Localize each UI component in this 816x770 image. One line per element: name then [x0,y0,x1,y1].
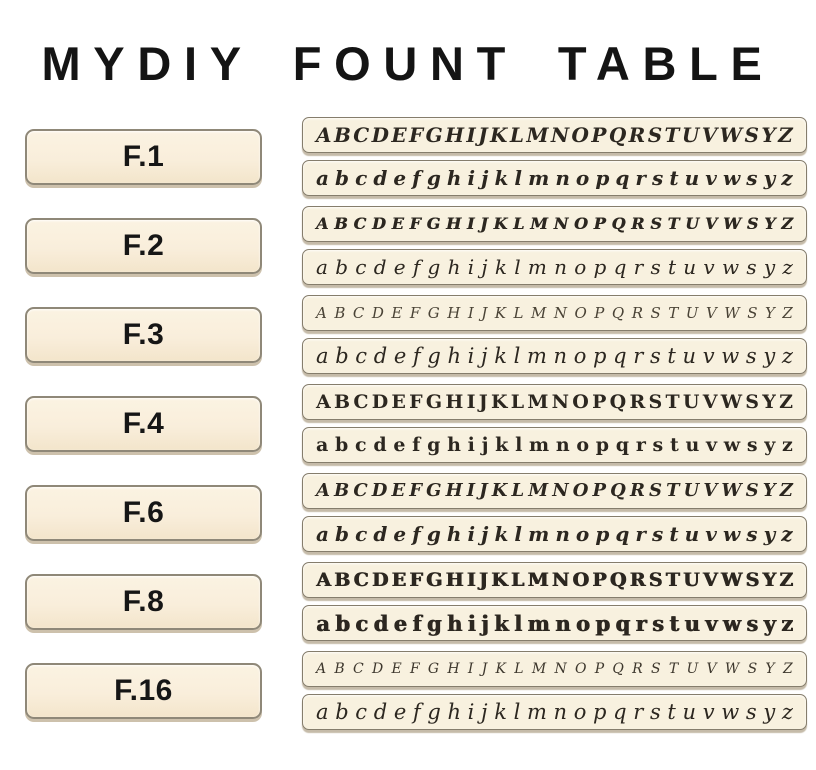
font-code-plate-f8 [25,574,262,630]
font-samples-f3 [302,295,807,374]
font-code-plate-f1 [25,129,262,185]
font-code-label: F.3 [122,317,165,351]
uppercase-sample-strip: A B C D E F G H I J K L M N O P Q R S T U V W S Y Z [302,295,807,331]
lowercase-sample-strip: a b c d e f g h i j k l m n o p q r s t u v w s y z [302,249,807,285]
lowercase-sample-strip: a b c d e f g h i j k l m n o p q r s t u v w s y z [302,427,807,463]
uppercase-sample-strip: A B C D E F G H I J K L M N O P Q R S T U V W S Y Z [302,117,807,153]
font-samples-f4 [302,384,807,463]
font-samples-f16 [302,651,807,730]
font-samples-f6 [302,473,807,552]
font-row-f2 [0,206,816,285]
font-code-plate-f4 [25,396,262,452]
font-code-label: F.6 [122,495,165,529]
font-samples-f8 [302,562,807,641]
font-code-plate-f3 [25,307,262,363]
fount-rows [0,117,816,730]
font-code-plate-f16 [25,663,262,719]
font-code-label: F.1 [122,139,165,173]
lowercase-sample-strip: a b c d e f g h i j k l m n o p q r s t u v w s y z [302,338,807,374]
uppercase-sample-strip: A B C D E F G H I J K L M N O P Q R S T U V W S Y Z [302,473,807,509]
font-code-label: F.8 [122,584,165,618]
font-row-f4 [0,384,816,463]
font-row-f8 [0,562,816,641]
uppercase-sample-strip: A B C D E F G H I J K L M N O P Q R S T U V W S Y Z [302,384,807,420]
uppercase-sample-strip: A B C D E F G H I J K L M N O P Q R S T U V W S Y Z [302,562,807,598]
font-row-f3 [0,295,816,374]
font-row-f1 [0,117,816,196]
font-code-label: F.4 [122,406,165,440]
font-code-label: F.2 [122,228,165,262]
font-samples-f2 [302,206,807,285]
font-row-f6 [0,473,816,552]
font-code-label: F.16 [114,673,173,707]
font-code-plate-f6 [25,485,262,541]
page-title: MYDIY FOUNT TABLE [41,37,775,90]
font-code-plate-f2 [25,218,262,274]
lowercase-sample-strip: a b c d e f g h i j k l m n o p q r s t u v w s y z [302,605,807,641]
font-row-f16 [0,651,816,730]
font-samples-f1 [302,117,807,196]
lowercase-sample-strip: a b c d e f g h i j k l m n o p q r s t u v w s y z [302,694,807,730]
lowercase-sample-strip: a b c d e f g h i j k l m n o p q r s t u v w s y z [302,160,807,196]
uppercase-sample-strip: A B C D E F G H I J K L M N O P Q R S T U V W S Y Z [302,651,807,687]
uppercase-sample-strip: A B C D E F G H I J K L M N O P Q R S T U V W S Y Z [302,206,807,242]
lowercase-sample-strip: a b c d e f g h i j k l m n o p q r s t u v w s y z [302,516,807,552]
